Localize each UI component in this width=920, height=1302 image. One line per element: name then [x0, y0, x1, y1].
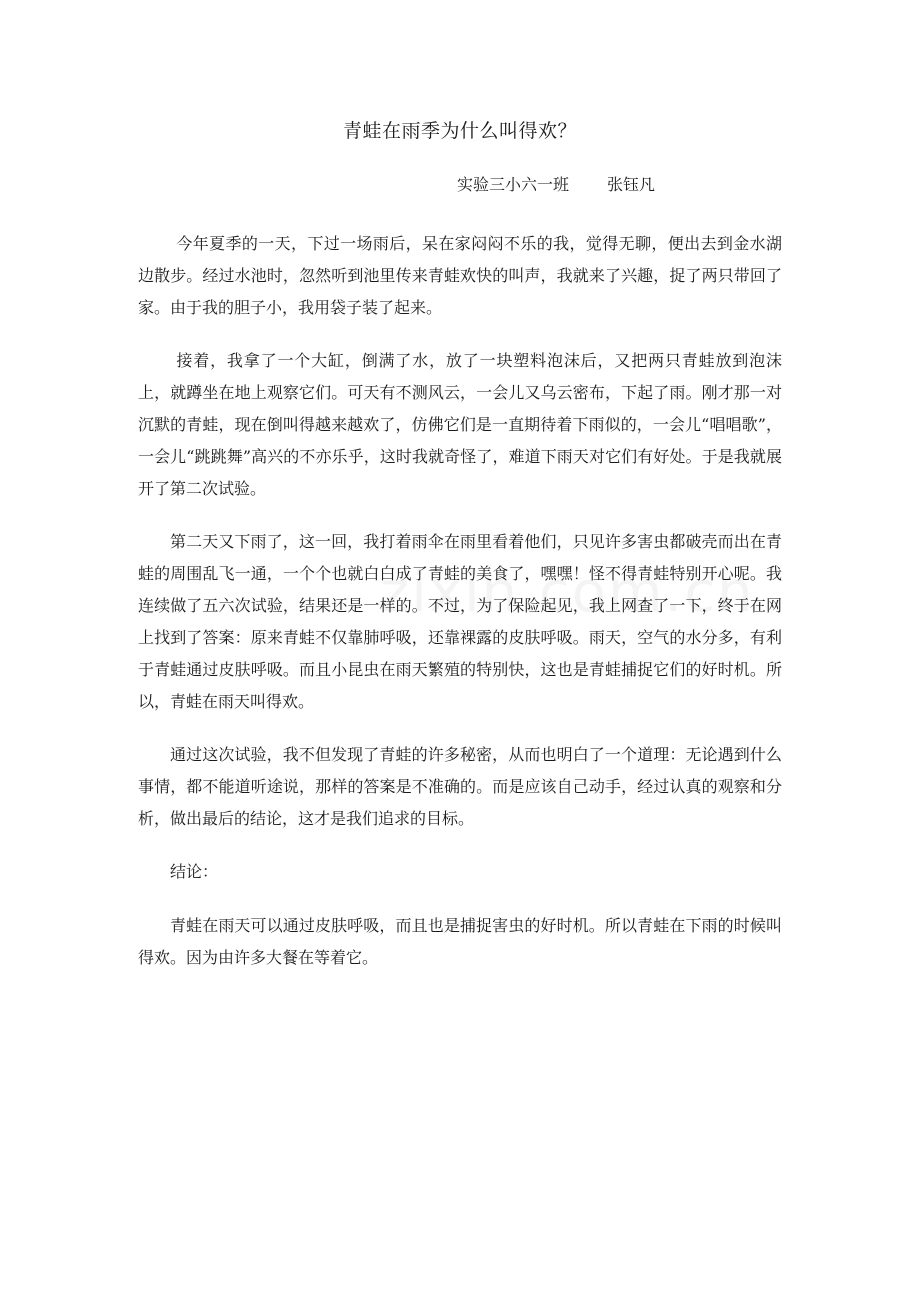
author-name: 张钰凡 [607, 175, 656, 194]
conclusion-heading: 结论： [170, 862, 219, 881]
paragraph-3: 第二天又下雨了，这一回，我打着雨伞在雨里看着他们，只见许多害虫都破壳而出在青蛙的周围乱飞一通，一个个也就白白成了青蛙的美食了，嘿嘿！怪不得青蛙特别开心呢。我连续做了五六次试验，结果还是一样的。不过，为了保险起见，我上网查了一下，终于在网上找到了答案：原来青蛙不仅靠肺呼吸，还靠裸露的皮肤呼吸。雨天，空气的水分多，有利于青蛙通过皮肤呼吸。而且小昆虫在雨天繁殖的特别快，这也是青蛙捕捉它们的好时机。所以，青蛙在雨天叫得欢。 [138, 532, 782, 711]
class-name: 实验三小六一班 [457, 175, 570, 194]
paragraph-2: 接着，我拿了一个大缸，倒满了水，放了一块塑料泡沫后，又把两只青蛙放到泡沫上，就蹲坐在地上观察它们。可天有不测风云，一会儿又乌云密布，下起了雨。刚才那一对沉默的青蛙，现在倒叫得越来越欢了，仿佛它们是一直期待着下雨似的，一会儿“唱唱歌”，一会儿“跳跳舞”高兴的不亦乐乎，这时我就奇怪了，难道下雨天对它们有好处。于是我就展开了第二次试验。 [138, 351, 782, 498]
document-title: 青蛙在雨季为什么叫得欢？ [342, 120, 577, 142]
conclusion-text: 青蛙在雨天可以通过皮肤呼吸，而且也是捕捉害虫的好时机。所以青蛙在下雨的时候叫得欢。因为由许多大餐在等着它。 [138, 916, 782, 967]
paragraph-1: 今年夏季的一天，下过一场雨后，呆在家闷闷不乐的我，觉得无聊，便出去到金水湖边散步。经过水池时，忽然听到池里传来青蛙欢快的叫声，我就来了兴趣，捉了两只带回了家。由于我的胆子小，我用袋子装了起来。 [138, 234, 782, 317]
byline [457, 172, 655, 198]
paragraph-4: 通过这次试验，我不但发现了青蛙的许多秘密，从而也明白了一个道理：无论遇到什么事情，都不能道听途说，那样的答案是不准确的。而是应该自己动手，经过认真的观察和分析，做出最后的结论，这才是我们追求的目标。 [138, 745, 782, 828]
article-body [138, 228, 782, 995]
